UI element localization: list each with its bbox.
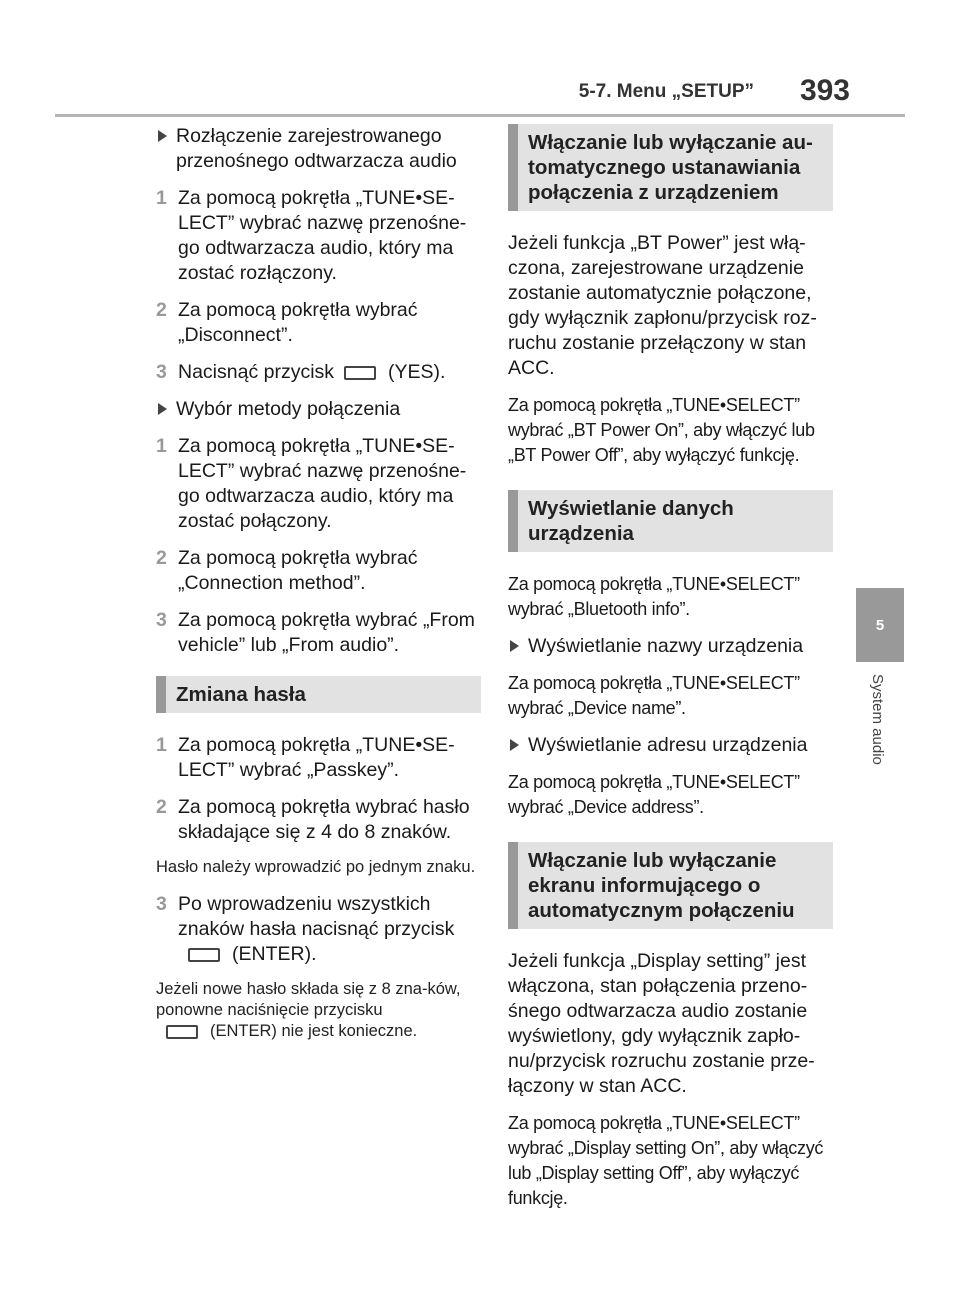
- chapter-label: System audio: [869, 674, 886, 765]
- note-one-char: Hasło należy wprowadzić po jednym znaku.: [156, 858, 476, 876]
- paragraph: Za pomocą pokrętła „TUNE•SELECT” wybrać „Bluetooth info”.: [508, 574, 800, 619]
- paragraph: Za pomocą pokrętła „TUNE•SELECT” wybrać „Device name”.: [508, 673, 800, 718]
- triangle-bullet-icon: [158, 403, 167, 415]
- step: 3 Za pomocą pokrętła wybrać „From vehicle” lub „From audio”.: [156, 609, 475, 656]
- page-number: 393: [799, 74, 850, 107]
- bullet-disconnect: Rozłączenie zarejestrowanego przenośnego odtwarzacza audio: [156, 124, 481, 174]
- paragraph: Jeżeli funkcja „Display setting” jest włączona, stan połączenia przeno-śnego odtwarzacza audio zostanie wyświetlony, gdy wyłącznik zapło-nu/przycisk rozruchu zostanie prze-łączony w stan ACC.: [508, 950, 815, 1097]
- heading-auto-connect: Włączanie lub wyłączanie au-tomatycznego ustanawiania połączenia z urządzeniem: [508, 124, 833, 211]
- triangle-bullet-icon: [510, 739, 519, 751]
- triangle-bullet-icon: [158, 130, 167, 142]
- step: 1 Za pomocą pokrętła „TUNE•SE-LECT” wybrać „Passkey”.: [156, 734, 455, 781]
- step: 3 Nacisnąć przycisk (YES).: [156, 361, 446, 383]
- bullet-device-address: Wyświetlanie adresu urządzenia: [508, 733, 833, 758]
- header-rule: [55, 114, 905, 117]
- paragraph: Jeżeli funkcja „BT Power” jest włą-czona, zarejestrowane urządzenie zostanie automatycznie połączone, gdy wyłącznik zapłonu/przycisk roz-ruchu zostanie przełączony w stan ACC.: [508, 232, 817, 379]
- paragraph: Za pomocą pokrętła „TUNE•SELECT” wybrać „Display setting On”, aby włączyć lub „Display setting Off”, aby wyłączyć funkcję.: [508, 1113, 824, 1208]
- right-column: [508, 124, 833, 1223]
- button-icon: [166, 1025, 198, 1039]
- step: 2 Za pomocą pokrętła wybrać „Disconnect”.: [156, 299, 418, 346]
- triangle-bullet-icon: [510, 640, 519, 652]
- note-eight-chars: Jeżeli nowe hasło składa się z 8 zna-ków, ponowne naciśnięcie przycisku (ENTER) nie jest konieczne.: [156, 980, 461, 1040]
- chapter-tab: [856, 588, 904, 662]
- section-title: 5-7. Menu „SETUP”: [578, 81, 754, 102]
- chapter-number: 5: [875, 616, 885, 634]
- left-column: [156, 124, 481, 1056]
- heading-device-info: Wyświetlanie danych urządzenia: [508, 490, 833, 552]
- step: 2 Za pomocą pokrętła wybrać hasło składające się z 4 do 8 znaków.: [156, 796, 470, 843]
- bullet-device-name: Wyświetlanie nazwy urządzenia: [508, 634, 833, 659]
- step: 2 Za pomocą pokrętła wybrać „Connection method”.: [156, 547, 418, 594]
- button-icon: [188, 948, 220, 962]
- paragraph: Za pomocą pokrętła „TUNE•SELECT” wybrać „BT Power On”, aby włączyć lub „BT Power Off”, aby wyłączyć funkcję.: [508, 395, 815, 465]
- step: 3 Po wprowadzeniu wszystkich znaków hasła nacisnąć przycisk (ENTER).: [156, 893, 455, 965]
- paragraph: Za pomocą pokrętła „TUNE•SELECT” wybrać „Device address”.: [508, 772, 800, 817]
- step: 1 Za pomocą pokrętła „TUNE•SE-LECT” wybrać nazwę przenośne-go odtwarzacza audio, który ma zostać połączony.: [156, 435, 467, 532]
- step: 1 Za pomocą pokrętła „TUNE•SE-LECT” wybrać nazwę przenośne-go odtwarzacza audio, który ma zostać rozłączony.: [156, 187, 467, 284]
- bullet-method: Wybór metody połączenia: [156, 397, 481, 422]
- button-icon: [344, 366, 376, 380]
- heading-passkey: Zmiana hasła: [156, 676, 481, 713]
- heading-display-setting: Włączanie lub wyłączanie ekranu informującego o automatycznym połączeniu: [508, 842, 833, 929]
